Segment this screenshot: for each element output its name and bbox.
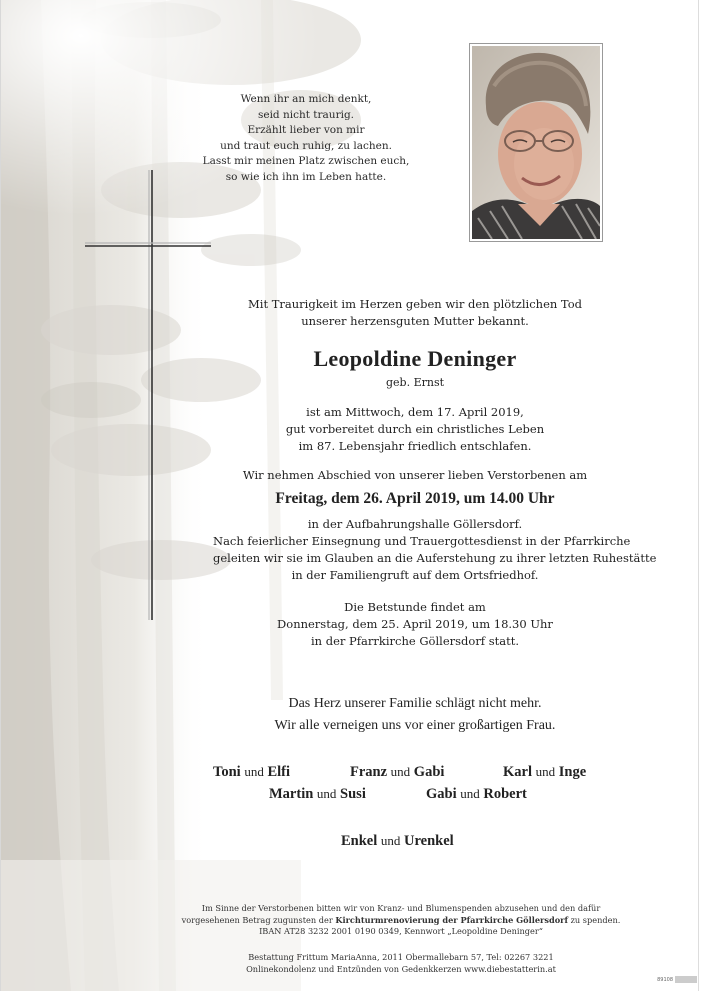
mourner-name: Gabi bbox=[413, 764, 445, 780]
poem-line: Lasst mir meinen Platz zwischen euch, bbox=[202, 155, 410, 167]
family-names bbox=[426, 786, 527, 803]
donation-line: Im Sinne der Verstorbenen bitten wir von Kranz- und Blumenspenden abzusehen und den dafür bbox=[201, 903, 601, 913]
online-condolence: Onlinekondolenz und Entzünden von Gedenkkerzen www.diebestatterin.at bbox=[246, 963, 556, 974]
donation-line bbox=[161, 915, 641, 927]
mourner-name: Franz bbox=[350, 764, 388, 780]
poem-line: so wie ich ihn im Leben hatte. bbox=[225, 170, 387, 183]
poem-line: Erzählt lieber von mir bbox=[247, 124, 365, 136]
poem-line: und traut euch ruhig, zu lachen. bbox=[220, 139, 392, 152]
donation-note bbox=[161, 903, 641, 938]
farewell-text: Wir nehmen Abschied von unserer lieben Verstorbenen am bbox=[242, 468, 588, 482]
funeral-date: Freitag, dem 26. April 2019, um 14.00 Uhr bbox=[275, 490, 555, 507]
family-names bbox=[350, 764, 444, 781]
closing-words bbox=[213, 693, 617, 737]
mourner-name: Gabi bbox=[426, 786, 457, 802]
portrait-photo bbox=[469, 43, 603, 242]
deceased-name: Leopoldine Deninger bbox=[313, 346, 517, 371]
portrait-image bbox=[472, 46, 600, 239]
printer-mark bbox=[675, 976, 697, 983]
mourner-name: Urenkel bbox=[404, 833, 454, 849]
conjunction: und bbox=[390, 764, 411, 779]
donation-text: vorgesehenen Betrag zugunsten der bbox=[181, 914, 336, 925]
prayer-line: in der Pfarrkirche Göllersdorf statt. bbox=[311, 634, 519, 648]
funeral-home-address: Bestattung Frittum MariaAnna, 2011 Obermallebarn 57, Tel: 02267 3221 bbox=[248, 952, 554, 962]
mourner-name: Toni bbox=[213, 764, 241, 780]
family-names bbox=[503, 764, 586, 781]
mourner-name: Inge bbox=[558, 764, 587, 780]
mourner-name: Robert bbox=[483, 786, 527, 802]
intro-line: unserer herzensguten Mutter bekannt. bbox=[301, 314, 529, 328]
poem-line: Wenn ihr an mich denkt, bbox=[240, 93, 372, 105]
conjunction: und bbox=[460, 786, 480, 801]
funeral-line: geleiten wir sie im Glauben an die Auferstehung zu ihrer letzten Ruhestätte bbox=[213, 551, 657, 565]
death-line: gut vorbereitet durch ein christliches Leben bbox=[285, 422, 545, 436]
intro-line: Mit Traurigkeit im Herzen geben wir den plötzlichen Tod bbox=[248, 297, 582, 311]
mourner-name: Martin bbox=[269, 786, 314, 802]
memorial-poem bbox=[191, 92, 421, 185]
family-names bbox=[341, 833, 454, 850]
funeral-line: Nach feierlicher Einsegnung und Trauergottesdienst in der Pfarrkirche bbox=[213, 534, 631, 548]
cross-icon bbox=[83, 170, 213, 620]
death-notice bbox=[213, 404, 617, 455]
death-line: im 87. Lebensjahr friedlich entschlafen. bbox=[298, 439, 532, 453]
family-names bbox=[213, 764, 290, 781]
closing-line: Wir alle verneigen uns vor einer großartigen Frau. bbox=[274, 718, 556, 733]
funeral-line: in der Familiengruft auf dem Ortsfriedhof. bbox=[291, 568, 539, 582]
funeral-details bbox=[213, 516, 657, 584]
death-line: ist am Mittwoch, dem 17. April 2019, bbox=[306, 405, 524, 419]
prayer-service bbox=[213, 599, 617, 650]
conjunction: und bbox=[316, 786, 337, 801]
conjunction: und bbox=[380, 833, 401, 848]
conjunction: und bbox=[535, 764, 556, 779]
page-edge bbox=[698, 0, 699, 991]
donation-purpose: Kirchturmrenovierung der Pfarrkirche Göllersdorf bbox=[335, 914, 568, 925]
closing-line: Das Herz unserer Familie schlägt nicht mehr. bbox=[288, 696, 542, 711]
maiden-name: geb. Ernst bbox=[385, 376, 445, 389]
funeral-line: in der Aufbahrungshalle Göllersdorf. bbox=[307, 517, 523, 531]
poem-line: seid nicht traurig. bbox=[257, 108, 355, 121]
family-names bbox=[269, 786, 366, 803]
reference-number: 89108 bbox=[657, 977, 673, 983]
iban-line: IBAN AT28 3232 2001 0190 0349, Kennwort „Leopoldine Deninger“ bbox=[259, 926, 543, 936]
mourner-name: Karl bbox=[503, 764, 532, 780]
mourner-name: Elfi bbox=[267, 764, 290, 780]
funeral-home-info bbox=[161, 952, 641, 975]
conjunction: und bbox=[244, 764, 264, 779]
mourner-name: Susi bbox=[340, 786, 366, 802]
announcement-intro bbox=[213, 296, 617, 330]
donation-text: zu spenden. bbox=[568, 914, 621, 925]
prayer-line: Donnerstag, dem 25. April 2019, um 18.30 Uhr bbox=[277, 617, 553, 631]
prayer-line: Die Betstunde findet am bbox=[344, 600, 486, 614]
mourner-name: Enkel bbox=[341, 833, 378, 849]
